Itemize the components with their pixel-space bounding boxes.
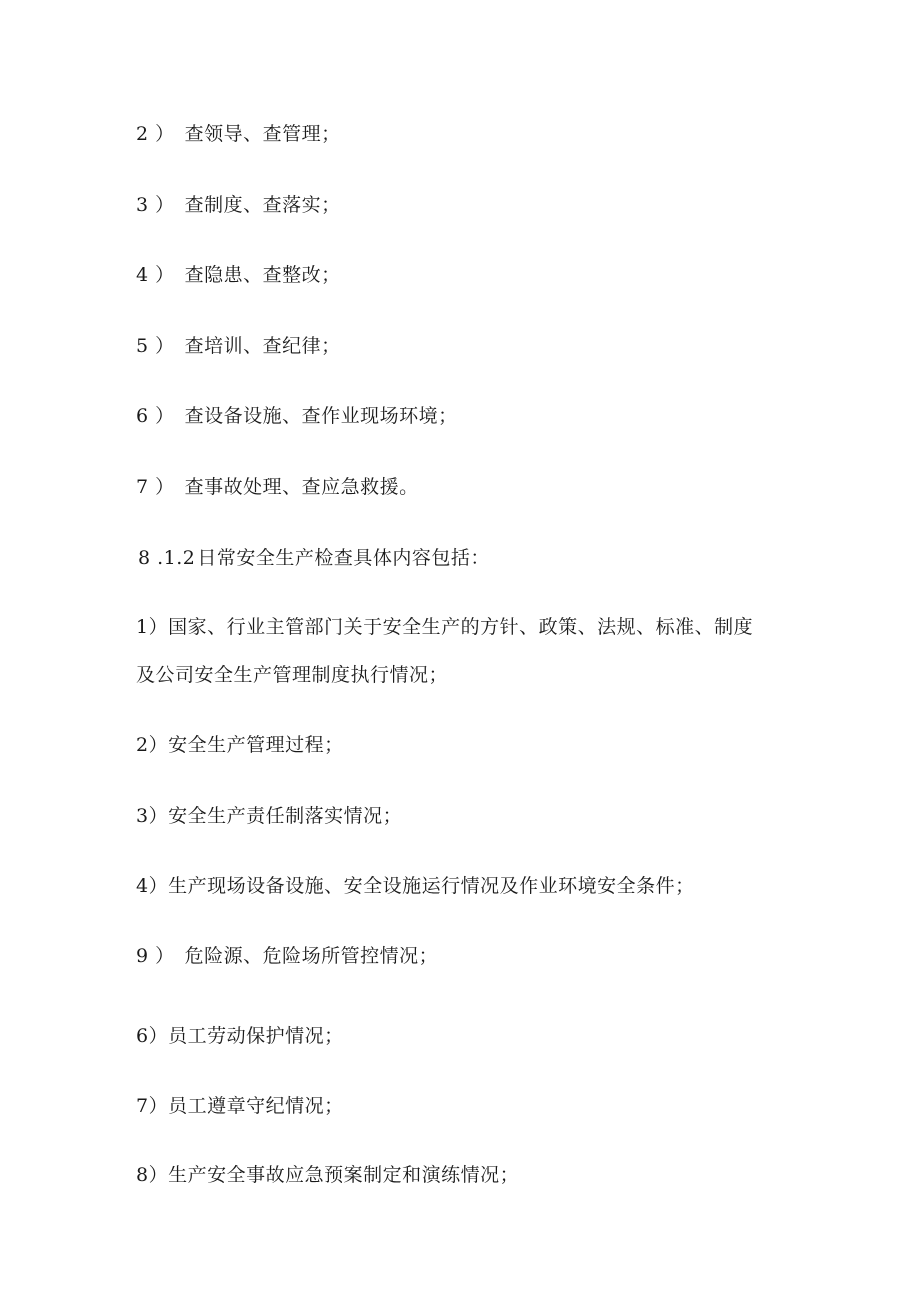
item-number: 5 ）	[136, 335, 175, 357]
item-text: 查设备设施、查作业现场环境；	[184, 405, 458, 427]
item-text: 危险源、危险场所管控情况；	[184, 945, 439, 967]
list-item	[136, 1163, 519, 1187]
item-number: 4 ）	[136, 264, 175, 286]
list-item	[136, 122, 341, 146]
section-title: 日常安全生产检查具体内容包括：	[197, 547, 490, 569]
item-number: 2）	[136, 734, 169, 756]
list-item-continuation	[136, 663, 448, 687]
list-item	[136, 874, 695, 898]
item-text: 生产安全事故应急预案制定和演练情况；	[168, 1164, 520, 1186]
list-item	[136, 733, 344, 757]
list-item	[136, 404, 458, 428]
item-text: 查隐患、查整改；	[184, 264, 341, 286]
item-text: 生产现场设备设施、安全设施运行情况及作业环境安全条件；	[168, 875, 695, 897]
item-text: 安全生产责任制落实情况；	[168, 805, 403, 827]
item-number: 2 ）	[136, 123, 175, 145]
item-text: 查事故处理、查应急救援。	[184, 476, 419, 498]
list-item	[136, 263, 341, 287]
item-text: 国家、行业主管部门关于安全生产的方针、政策、法规、标准、制度	[168, 616, 754, 638]
item-number: 3 ）	[136, 194, 175, 216]
item-text: 员工劳动保护情况；	[168, 1025, 344, 1047]
item-number: 7）	[136, 1095, 169, 1117]
item-text: 员工遵章守纪情况；	[168, 1095, 344, 1117]
item-text: 安全生产管理过程；	[168, 734, 344, 756]
list-item	[136, 615, 753, 639]
item-text: 及公司安全生产管理制度执行情况；	[136, 664, 449, 686]
item-text: 查领导、查管理；	[184, 123, 341, 145]
list-item	[136, 334, 341, 358]
item-number: 3）	[136, 805, 169, 827]
list-item	[136, 193, 341, 217]
item-number: 4）	[136, 875, 169, 897]
list-item	[136, 1094, 344, 1118]
list-item	[136, 804, 402, 828]
section-number: 8 .1.2	[138, 547, 196, 569]
item-number: 6 ）	[136, 405, 175, 427]
item-number: 7 ）	[136, 476, 175, 498]
list-item	[136, 944, 438, 968]
item-number: 8）	[136, 1164, 169, 1186]
item-number: 9 ）	[136, 945, 175, 967]
list-item	[136, 1024, 344, 1048]
item-number: 6）	[136, 1025, 169, 1047]
list-item	[136, 475, 419, 499]
item-text: 查制度、查落实；	[184, 194, 341, 216]
item-text: 查培训、查纪律；	[184, 335, 341, 357]
item-number: 1）	[136, 616, 169, 638]
section-heading	[136, 546, 490, 570]
